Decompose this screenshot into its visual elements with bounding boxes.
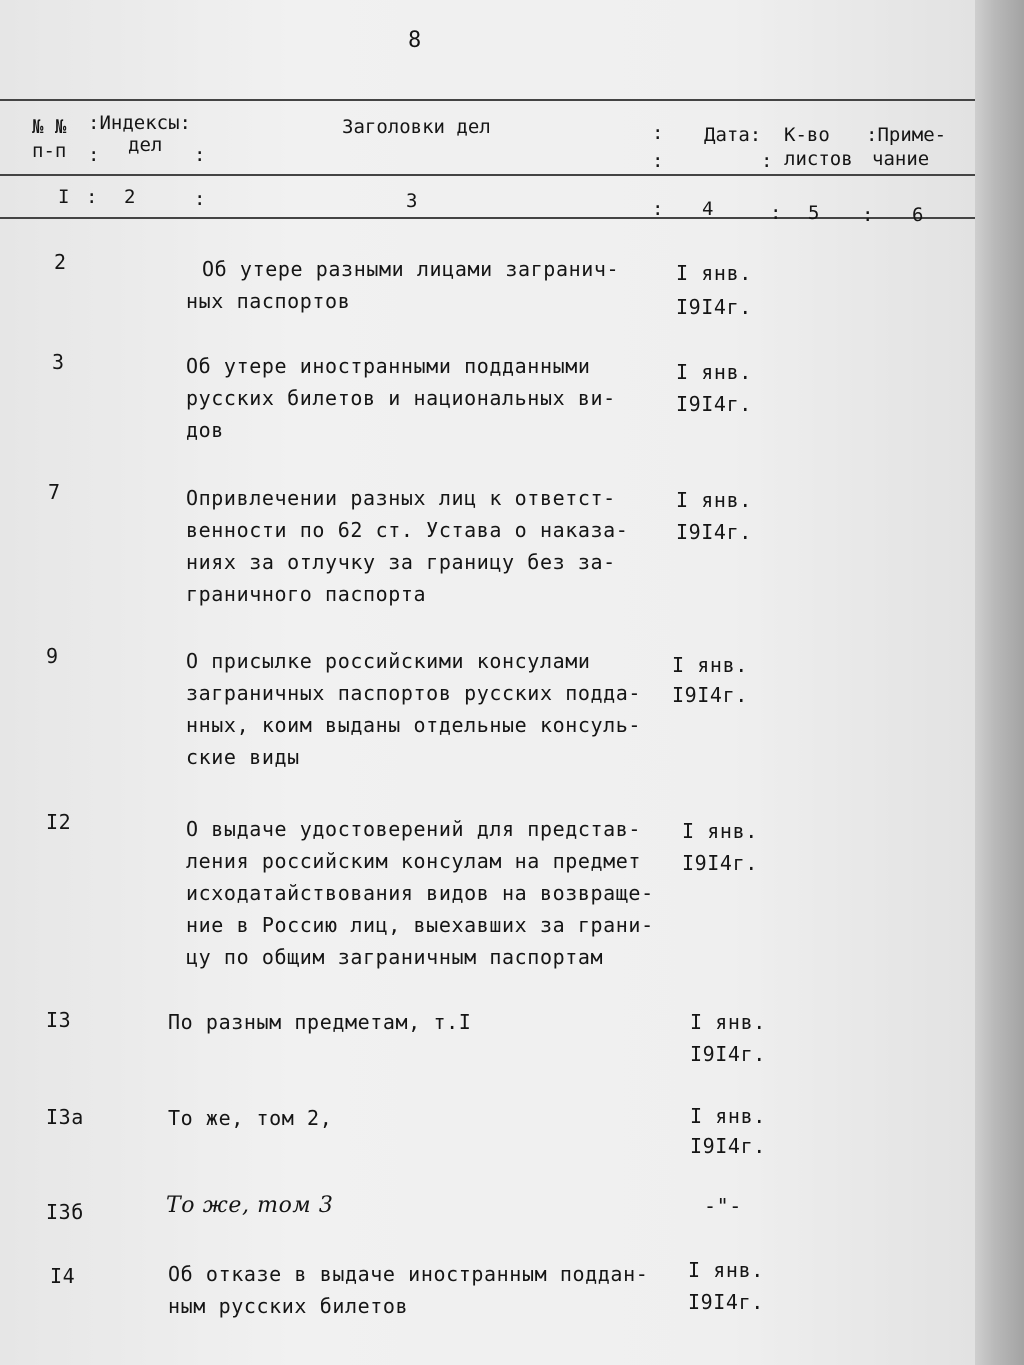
row-date-line: I9I4г. — [688, 1290, 764, 1314]
column-numbers-rule — [0, 217, 975, 219]
header-col1-line2: п-п — [32, 140, 67, 162]
row-title-line: Об утере иностранными подданными — [186, 354, 591, 378]
row-title-line: дов — [186, 418, 224, 442]
colnum-sep-3: : — [652, 198, 664, 220]
row-title-line: Об отказе в выдаче иностранным поддан- — [168, 1262, 649, 1286]
row-title-line: Об утере разными лицами загранич- — [202, 257, 620, 281]
row-date-ditto: -"- — [704, 1194, 742, 1218]
row-title-line: цу по общим заграничным паспортам — [186, 945, 604, 969]
row-title-line: ниях за отлучку за границу без за- — [186, 550, 616, 574]
page-edge-shadow — [975, 0, 1024, 1365]
row-title-line: русских билетов и национальных ви- — [186, 386, 616, 410]
row-number: 9 — [46, 644, 59, 668]
page-number: 8 — [408, 28, 422, 53]
row-date-line: I янв. — [690, 1010, 766, 1034]
row-date-line: I янв. — [676, 360, 752, 384]
row-number: I2 — [46, 810, 72, 834]
header-col1-line1: № № — [32, 116, 67, 138]
header-bottom-rule — [0, 174, 975, 176]
header-col2-line1: :Индексы: — [88, 112, 191, 134]
header-col3: Заголовки дел — [342, 116, 491, 138]
row-number: 2 — [54, 250, 67, 274]
colnum-sep-4: : — [770, 202, 782, 224]
row-title-line: По разным предметам, т.I — [168, 1010, 472, 1034]
row-number: I3а — [46, 1105, 84, 1129]
row-date-line: I янв. — [676, 261, 752, 285]
colnum-sep-1: : — [86, 186, 98, 208]
row-number: 3 — [52, 350, 65, 374]
colnum-sep-2: : — [194, 188, 206, 210]
row-date-line: I9I4г. — [676, 295, 752, 319]
colnum-3: 3 — [406, 190, 418, 212]
row-date-line: I янв. — [690, 1104, 766, 1128]
header-col2-line2: дел — [128, 134, 163, 156]
header-col4: Дата: — [704, 124, 762, 146]
row-title-line: ние в Россию лиц, выехавших за грани- — [186, 913, 654, 937]
row-title-line: ские виды — [186, 745, 300, 769]
colnum-2: 2 — [124, 186, 136, 208]
header-col4-sep: : — [761, 150, 773, 172]
row-title-line: О выдаче удостоверений для представ- — [186, 817, 642, 841]
header-col6-line2: чание — [872, 148, 930, 170]
row-title-line-handwritten: То же, том 3 — [166, 1193, 334, 1218]
row-date-line: I9I4г. — [672, 683, 748, 707]
row-date-line: I9I4г. — [682, 851, 758, 875]
row-title-line: венности по 62 ст. Устава о наказа- — [186, 518, 629, 542]
colnum-sep-5: : — [862, 204, 874, 226]
row-title-line: ным русских билетов — [168, 1294, 409, 1318]
header-col3-sep2: : — [652, 150, 664, 172]
row-title-line: заграничных паспортов русских подда- — [186, 681, 642, 705]
row-date-line: I янв. — [688, 1258, 764, 1282]
colnum-6: 6 — [912, 204, 924, 226]
colnum-5: 5 — [808, 202, 820, 224]
row-number: I3б — [46, 1200, 84, 1224]
header-col3-sep: : — [652, 122, 664, 144]
row-title-line: граничного паспорта — [186, 582, 427, 606]
header-col2-sep2: : — [194, 144, 206, 166]
row-number: I4 — [50, 1264, 76, 1288]
row-date-line: I янв. — [682, 819, 758, 843]
row-number: 7 — [48, 480, 61, 504]
row-title-line: Опривлечении разных лиц к ответст- — [186, 486, 616, 510]
row-title-line: исходатайствования видов на возвраще- — [186, 881, 654, 905]
row-date-line: I янв. — [672, 653, 748, 677]
row-title-line: ления российским консулам на предмет — [186, 849, 642, 873]
header-col6-line1: :Приме- — [866, 124, 947, 146]
row-date-line: I9I4г. — [676, 392, 752, 416]
row-title-line: О присылке российскими консулами — [186, 649, 591, 673]
row-date-line: I9I4г. — [690, 1042, 766, 1066]
header-col5-line2: листов — [784, 148, 853, 170]
row-date-line: I9I4г. — [676, 520, 752, 544]
row-title-line: нных, коим выданы отдельные консуль- — [186, 713, 642, 737]
row-date-line: I янв. — [676, 488, 752, 512]
colnum-1: I — [58, 186, 70, 208]
row-title-line: ных паспортов — [186, 289, 351, 313]
header-col5-line1: К-во — [784, 124, 830, 146]
row-title-line: То же, том 2, — [168, 1106, 333, 1130]
header-top-rule — [0, 99, 975, 101]
row-number: I3 — [46, 1008, 72, 1032]
row-date-line: I9I4г. — [690, 1134, 766, 1158]
header-col2-sep: : — [88, 144, 100, 166]
colnum-4: 4 — [702, 198, 714, 220]
